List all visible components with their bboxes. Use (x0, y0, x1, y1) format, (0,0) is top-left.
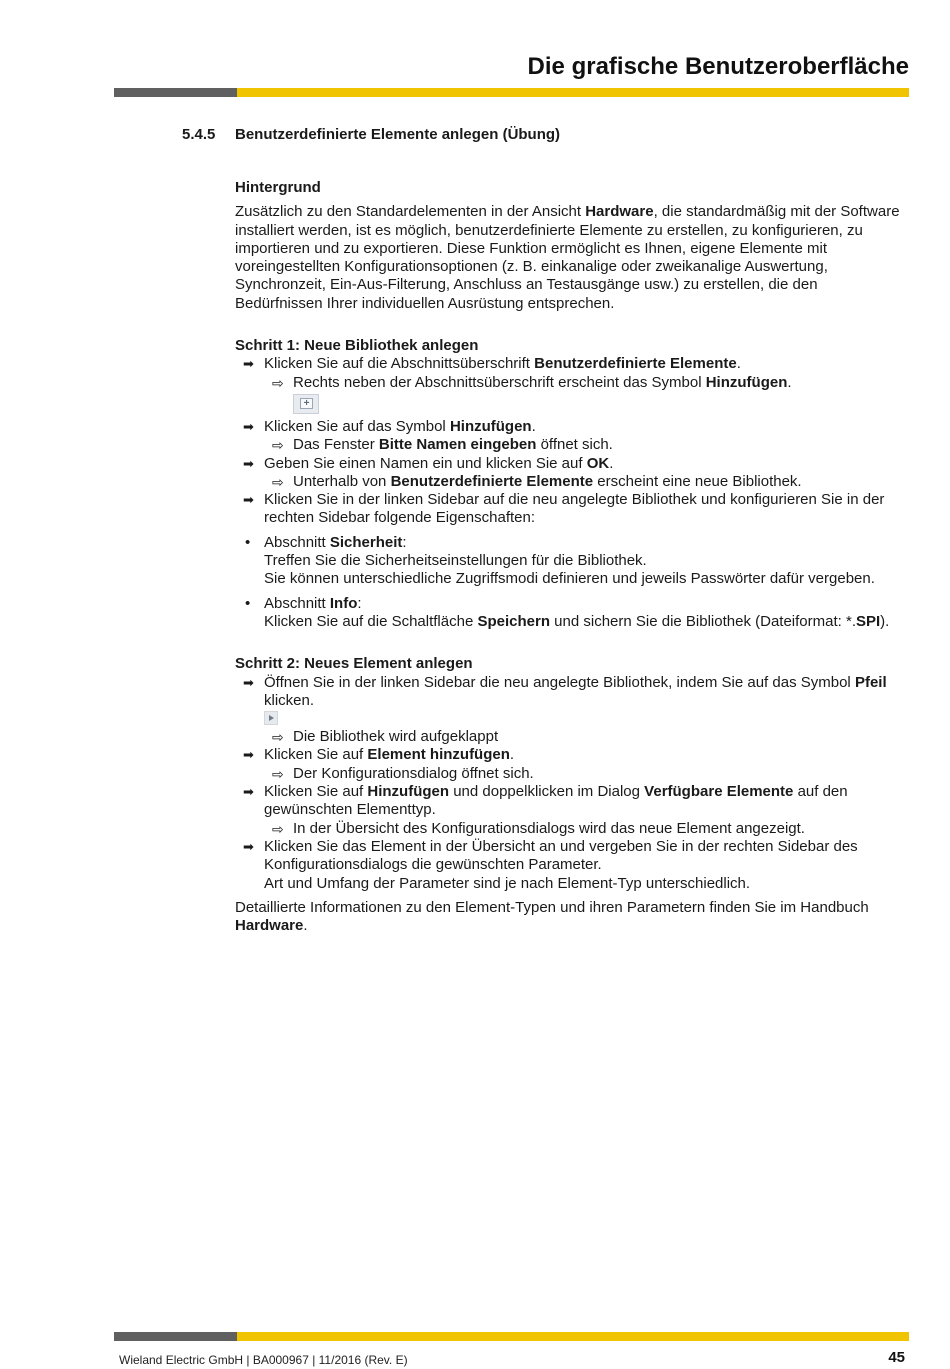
action-arrow-icon: ➡ (243, 356, 254, 372)
result-arrow-icon: ⇨ (272, 473, 284, 490)
action-arrow-icon: ➡ (243, 492, 254, 508)
bullet-info: • Abschnitt Info: Klicken Sie auf die Schaltfläche Speichern und sichern Sie die Bibliothek (Dateiformat: *.SPI). (245, 594, 890, 630)
section-title: Benutzerdefinierte Elemente anlegen (Übung) (235, 126, 561, 143)
step1-result-3: ⇨ Unterhalb von Benutzerdefinierte Elemente erscheint eine neue Bibliothek. (272, 472, 802, 490)
header-accent-bar (114, 88, 909, 97)
bullet-sicherheit: • Abschnitt Sicherheit: Treffen Sie die Sicherheitseinstellungen für die Bibliothek. Sie können unterschiedliche Zugriffsmodi definieren und jeweils Passwörter dafür vergeben. (245, 533, 875, 588)
step2-result-2: ⇨ Der Konfigurationsdialog öffnet sich. (272, 764, 534, 782)
page-number: 45 (888, 1349, 905, 1366)
add-icon: + (293, 394, 319, 414)
step2-action-2: ➡ Klicken Sie auf Element hinzufügen. (243, 746, 515, 764)
result-arrow-icon: ⇨ (272, 820, 284, 837)
background-heading: Hintergrund (235, 179, 321, 196)
step1-action-1: ➡ Klicken Sie auf die Abschnittsüberschrift Benutzerdefinierte Elemente. (243, 355, 741, 373)
step2-action-3: ➡ Klicken Sie auf Hinzufügen und doppelklicken im Dialog Verfügbare Elemente auf den gewünschten Elementtyp. (243, 783, 848, 819)
footer-publisher: Wieland Electric GmbH | BA000967 | 11/2016 (Rev. E) (119, 1353, 408, 1367)
footer-accent-bar (114, 1332, 909, 1341)
action-arrow-icon: ➡ (243, 418, 254, 434)
step1-action-2: ➡ Klicken Sie auf das Symbol Hinzufügen. (243, 417, 536, 435)
step2-result-3: ⇨ In der Übersicht des Konfigurationsdialogs wird das neue Element angezeigt. (272, 819, 805, 837)
step1-result-1: ⇨ Rechts neben der Abschnittsüberschrift erscheint das Symbol Hinzufügen. (272, 373, 792, 391)
action-arrow-icon: ➡ (243, 674, 254, 690)
result-arrow-icon: ⇨ (272, 374, 284, 391)
bullet-dot: • (245, 594, 251, 612)
action-arrow-icon: ➡ (243, 747, 254, 763)
result-arrow-icon: ⇨ (272, 729, 284, 746)
step1-action-4: ➡ Klicken Sie in der linken Sidebar auf die neu angelegte Bibliothek und konfigurieren Sie in der rechten Sidebar folgende Eigenschaften: (243, 491, 885, 527)
expand-arrow-icon (264, 711, 278, 725)
bullet-dot: • (245, 533, 251, 551)
step2-action-1: ➡ Öffnen Sie in der linken Sidebar die neu angelegte Bibliothek, indem Sie auf das Symbol Pfeil klicken. (243, 673, 887, 709)
result-arrow-icon: ⇨ (272, 765, 284, 782)
step1-heading: Schritt 1: Neue Bibliothek anlegen (235, 337, 479, 355)
step2-heading: Schritt 2: Neues Element anlegen (235, 655, 473, 673)
section-number: 5.4.5 (182, 126, 216, 143)
step1-action-3: ➡ Geben Sie einen Namen ein und klicken Sie auf OK. (243, 454, 614, 472)
action-arrow-icon: ➡ (243, 455, 254, 471)
step1-result-2: ⇨ Das Fenster Bitte Namen eingeben öffnet sich. (272, 436, 613, 454)
chapter-title: Die grafische Benutzeroberfläche (527, 53, 909, 80)
background-paragraph: Zusätzlich zu den Standardelementen in der Ansicht Hardware, die standardmäßig mit der Software installiert werden, ist es möglich, benutzerdefinierte Elemente zu erstellen, zu konfigurieren, zu importieren und zu exportieren. Diese Funktion ermöglicht es Ihnen, eigene Elemente mit voreingestellten Konfigurationsoptionen (z. B. einkanalige oder zweikanalige Auswertung, Synchronzeit, Ein-Aus-Filterung, Anschluss an Testausgänge usw.) zu erstellen, die den Bedürfnissen Ihrer individuellen Ausrüstung entsprechen. (235, 203, 900, 312)
section-heading (182, 126, 560, 143)
action-arrow-icon: ➡ (243, 784, 254, 800)
result-arrow-icon: ⇨ (272, 437, 284, 454)
main-content (235, 179, 900, 935)
step2-result-1: ⇨ Die Bibliothek wird aufgeklappt (272, 728, 499, 746)
closing-paragraph: Detaillierte Informationen zu den Element-Typen und ihren Parametern finden Sie im Handbuch Hardware. (235, 898, 869, 935)
step2-action-4: ➡ Klicken Sie das Element in der Übersicht an und vergeben Sie in der rechten Sidebar des Konfigurationsdialogs die gewünschten Parameter. Art und Umfang der Parameter sind je nach Element-Typ unterschiedlich. (243, 837, 858, 892)
action-arrow-icon: ➡ (243, 838, 254, 854)
